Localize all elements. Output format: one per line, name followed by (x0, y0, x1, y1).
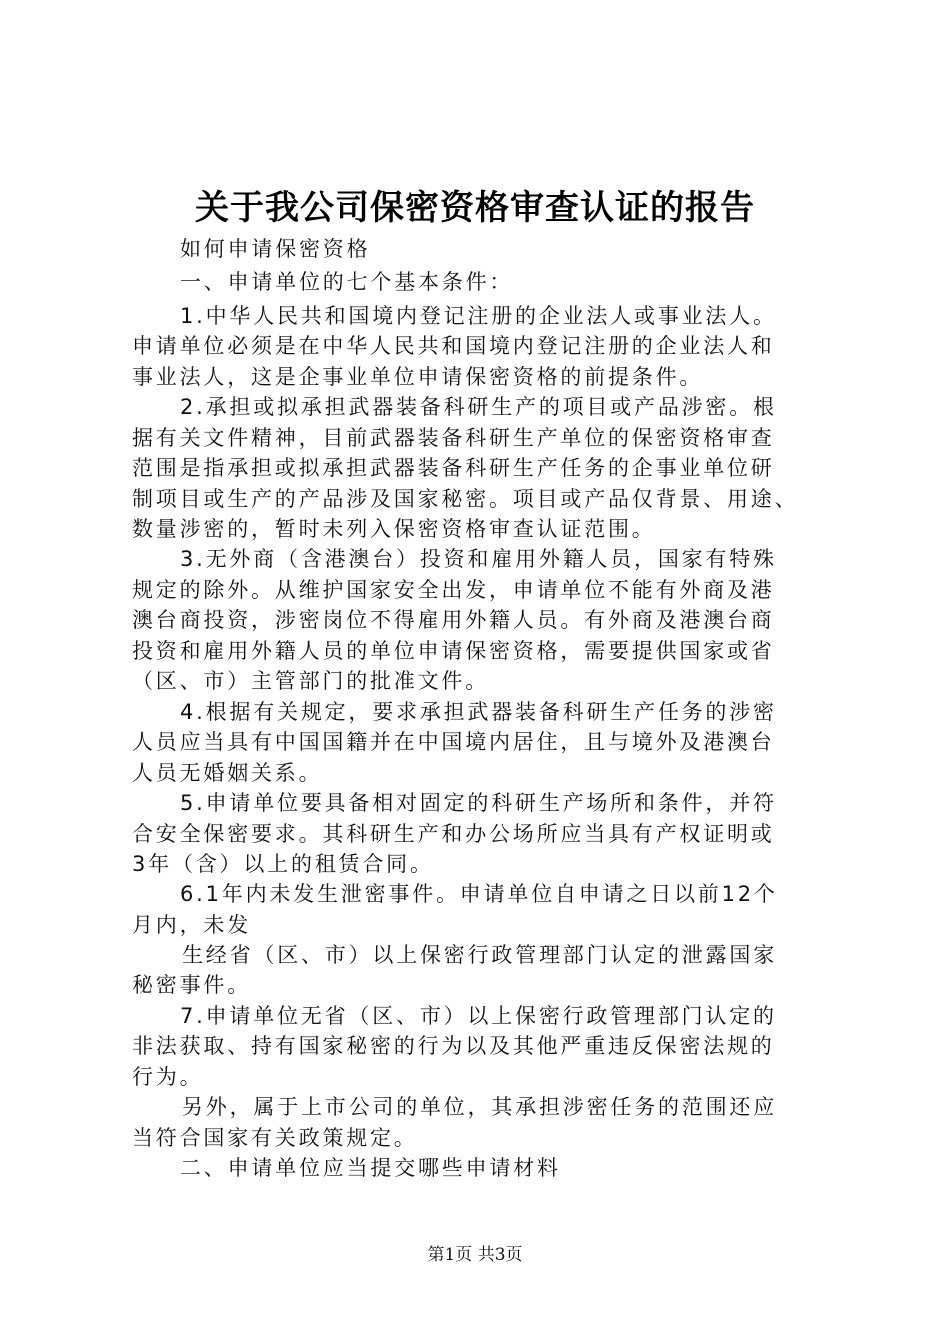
text-line: 澳台商投资，涉密岗位不得雇用外籍人员。有外商及港澳台商 (132, 608, 775, 632)
text-line: 秘密事件。 (132, 973, 251, 997)
text-line: 制项目或生产的产品涉及国家秘密。项目或产品仅背景、用途、 (132, 487, 799, 511)
text-line: 非法获取、持有国家秘密的行为以及其他严重违反保密法规的 (132, 1034, 775, 1058)
text-line: 事业法人，这是企事业单位申请保密资格的前提条件。 (132, 365, 704, 389)
text-line: 申请单位必须是在中华人民共和国境内登记注册的企业法人和 (132, 334, 775, 358)
text-line: 月内，未发 (132, 913, 251, 937)
text-line: 1.中华人民共和国境内登记注册的企业法人或事业法人。 (180, 304, 777, 328)
text-line: 范围是指承担或拟承担武器装备科研生产任务的企事业单位研 (132, 456, 775, 480)
page-number-footer: 第1页 共3页 (427, 1245, 523, 1265)
text-line: 数量涉密的，暂时未列入保密资格审查认证范围。 (132, 517, 656, 541)
text-line: 6.1年内未发生泄密事件。申请单位自申请之日以前12个 (180, 882, 778, 906)
text-line: 据有关文件精神，目前武器装备科研生产单位的保密资格审查 (132, 426, 775, 450)
text-line: 合安全保密要求。其科研生产和办公场所应当具有产权证明或 (132, 822, 775, 846)
text-line: 行为。 (132, 1065, 204, 1089)
text-line: 当符合国家有关政策规定。 (132, 1126, 418, 1150)
text-line: （区、市）主管部门的批准文件。 (132, 669, 489, 693)
text-line: 另外，属于上市公司的单位，其承担涉密任务的范围还应 (182, 1095, 777, 1119)
text-line: 如何申请保密资格 (180, 237, 371, 261)
text-line: 人员应当具有中国国籍并在中国境内居住，且与境外及港澳台 (132, 730, 775, 754)
text-line: 5.申请单位要具备相对固定的科研生产场所和条件，并符 (180, 791, 777, 815)
text-line: 3.无外商（含港澳台）投资和雇用外籍人员，国家有特殊 (180, 547, 777, 571)
text-line: 生经省（区、市）以上保密行政管理部门认定的泄露国家 (182, 943, 777, 967)
text-line: 规定的除外。从维护国家安全出发，申请单位不能有外商及港 (132, 578, 775, 602)
text-line: 二、申请单位应当提交哪些申请材料 (180, 1156, 561, 1180)
text-line: 3年（含）以上的租赁合同。 (132, 852, 434, 876)
text-line: 人员无婚姻关系。 (132, 761, 323, 785)
text-line: 2.承担或拟承担武器装备科研生产的项目或产品涉密。根 (180, 395, 777, 419)
text-line: 4.根据有关规定，要求承担武器装备科研生产任务的涉密 (180, 700, 777, 724)
text-line: 一、申请单位的七个基本条件： (180, 270, 514, 294)
document-title: 关于我公司保密资格审查认证的报告 (195, 188, 755, 228)
text-line: 7.申请单位无省（区、市）以上保密行政管理部门认定的 (180, 1004, 777, 1028)
text-line: 投资和雇用外籍人员的单位申请保密资格，需要提供国家或省 (132, 639, 775, 663)
